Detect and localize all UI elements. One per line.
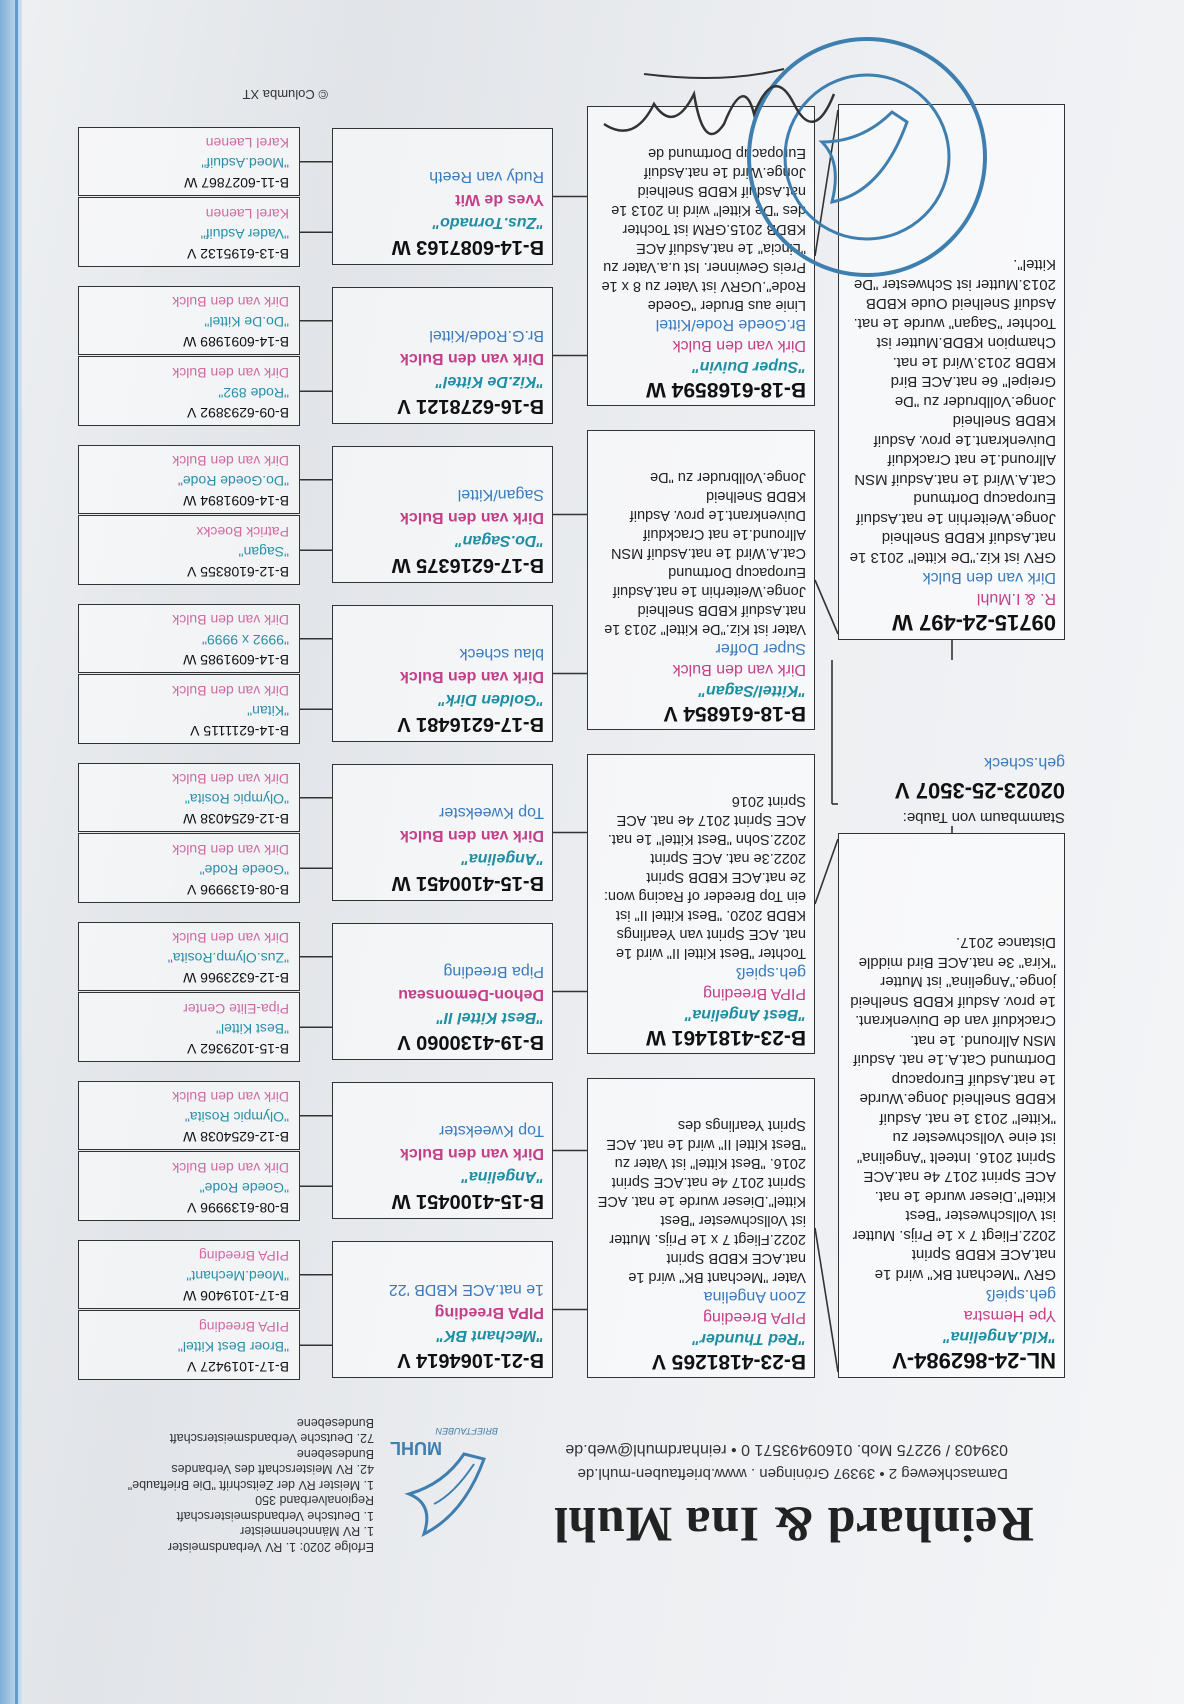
pigeon-note: Br.Goede Rode/Kittel (655, 316, 806, 333)
pedigree-card-gen4 (78, 198, 300, 268)
connector-line (815, 839, 838, 904)
achievement-item: Bundesebene (296, 1447, 374, 1461)
pigeon-ring: B-12-6323966 W (183, 970, 289, 987)
achievement-item: 1. Meister RV der Zeitschrift "Die Brieftaube" (127, 1478, 374, 1492)
pigeon-breeder: Dirk van den Bulck (172, 771, 289, 788)
pigeon-name: "9992 x 9999" (201, 632, 289, 649)
pigeon-note: 1e nat.ACE KBDB '22 (388, 1281, 544, 1298)
pigeon-name: "Moed.Mechant" (186, 1268, 289, 1285)
pigeon-ring: B-12-6254038 W (183, 1129, 289, 1146)
pigeon-ring: NL-24-862984-V (892, 1348, 1056, 1373)
pigeon-note: Pipa Breeding (443, 963, 544, 980)
pigeon-name: "Rode 892" (218, 385, 289, 401)
pigeon-ring: B-12-6254038 W (183, 811, 289, 828)
subject-color: geh.scheck (984, 754, 1065, 771)
pigeon-breeder: Dirk van den Bulck (399, 509, 544, 526)
pigeon-name: "Super Duivin" (692, 358, 806, 375)
pigeon-name: "Angelina" (461, 850, 544, 867)
pigeon-breeder: Dirk van den Bulck (172, 365, 289, 381)
pigeon-ring: B-14-6091985 W (183, 652, 289, 669)
pigeon-text: GRV ist Kiz."De Kittel" 2013 1e nat.Asduif KBDB Snelheid Jonge.Weiterhin 1e nat.Asduif Europacup Dortmund Cat.A.Wird 1e nat.Asduif MSN Allround.1e nat Crackduif Duivenkrant.1e prov. Asduif KBDB Snelheid Jonge.Vollbruder zu "De Greipel" 6e nat.ACE Bird KBDB 2013.Wird 1e nat. Champion KBDB.Mutter ist Tochter "Sagan" wurde 1e nat. Asduif Snelheid Oude KBDB 2013.Mutter ist Schwester "De Kittel". (849, 256, 1056, 566)
pedigree-card-gen3 (332, 605, 553, 742)
svg-text:MUHL: MUHL (390, 1438, 442, 1458)
subject-label: Stammbaum von Taube: (902, 809, 1065, 826)
pedigree-card-gen1 (838, 104, 1065, 640)
pigeon-breeder: Dirk van den Bulck (172, 683, 289, 699)
pigeon-note: geh.spieß (735, 964, 806, 981)
pedigree-card-gen2 (587, 106, 815, 406)
pigeon-name: "Best Kittel" (216, 1021, 289, 1037)
svg-text:BRIEFTAUBEN: BRIEFTAUBEN (435, 1426, 498, 1436)
pigeon-breeder: Dirk van den Bulck (399, 1145, 544, 1162)
pigeon-ring: B-23-4181461 W (646, 1026, 806, 1049)
pigeon-name: "Angelina" (461, 1168, 544, 1185)
pigeon-name: "Do.Sagan" (455, 532, 544, 549)
pigeon-breeder: Dirk van den Bulck (172, 930, 289, 947)
pigeon-note: blau scheck (459, 645, 544, 662)
pigeon-breeder: Dirk van den Bulck (172, 1089, 289, 1106)
pigeon-text: Vater ist Kiz."De Kittel" 2013 1e nat.Asduif KBDB Snelheid Jonge.Weiterhin 1e nat.Asduif Europacup Dortmund Cat.A.Wird 1e nat.Asduif MSN Allround.1e nat Crackduif Duivenkrant.1e prov. Asduif KBDB Snelheid Jonge.Vollbruder zu "De (604, 469, 806, 637)
pigeon-name: "Olympic Rosita" (184, 791, 289, 808)
pigeon-ring: 09715-24-497 W (892, 610, 1056, 635)
pigeon-name: "Best Kittel II" (436, 1009, 544, 1026)
pigeon-ring: B-17-1019427 V (187, 1359, 289, 1375)
pedigree-card-gen4 (78, 286, 300, 356)
pigeon-breeder: Dirk van den Bulck (172, 842, 289, 858)
pigeon-breeder: Dirk van den Bulck (672, 661, 806, 678)
pigeon-ring: B-08-6139996 V (187, 1200, 289, 1216)
pigeon-breeder: Dirk van den Bulck (172, 1160, 289, 1176)
pigeon-ring: B-15-1029362 V (187, 1041, 289, 1057)
pigeon-breeder: Dirk van den Bulck (399, 668, 544, 685)
pigeon-breeder: Ype Hemstra (963, 1307, 1056, 1324)
pedigree-card-gen2 (587, 754, 815, 1054)
pigeon-ring: B-13-6195132 V (187, 246, 289, 262)
pigeon-ring: B-17-6216375 W (391, 554, 544, 576)
pigeon-breeder: PIPA Breeding (198, 1248, 289, 1265)
achievement-item: Regionalverband 350 (255, 1493, 374, 1508)
pigeon-ring: B-08-6139996 V (187, 882, 289, 898)
pedigree-card-gen4 (78, 1152, 300, 1222)
pigeon-ring: B-14-6091894 W (183, 493, 289, 510)
pigeon-ring: B-17-6216481 V (397, 713, 544, 735)
pedigree-card-gen2 (587, 430, 815, 730)
pigeon-text: GRV "Mechant BK" wird 1e nat.ACE KBDB Sprint 2022.Fliegt 7 x 1e Prijs. Mutter ist Vollschwester "Best Kittel".Dieser wurde 1e nat. ACE Sprint 2017 4e nat.ACE Sprint 2016. Inteelt "Angelina" ist eine Vollschwester zu "Kittel" 2013 1e nat. Asduif KBDB Snelheid Jonge.Wurde 1e nat.Asduif Europacup Dortmund Cat.A.1e nat. Asduif MSN Allround. 1e nat. Crackduif van de Duivenkrant. 1e prov. Asduif KBDB Snelheid jonge."Angelina" ist Mutter "Kira" 3e nat.ACE Bird middle Distance 2017. (850, 934, 1056, 1283)
pigeon-name: "Do.Goede Rode" (177, 473, 289, 490)
pedigree-card-gen4 (78, 1311, 300, 1381)
breeder-title: Reinhard & Ina Muhl (553, 1497, 1034, 1553)
pedigree-card-gen2 (587, 1078, 815, 1378)
pigeon-name: "Kld.Angelina" (943, 1328, 1056, 1345)
pedigree-card-gen3 (332, 1082, 553, 1219)
pigeon-name: "Moed.Asduif" (201, 155, 289, 172)
pigeon-ring: B-14-6211115 V (190, 723, 289, 739)
pedigree-card-gen4 (78, 763, 300, 833)
achievement-item: 42. RV Meisterschaft des Verbandes (171, 1462, 374, 1477)
pedigree-card-gen3 (332, 764, 553, 901)
pedigree-card-gen3 (332, 446, 553, 583)
pigeon-breeder: PIPA Breeding (703, 985, 806, 1002)
pigeon-breeder: Dirk van den Bulck (172, 612, 289, 629)
pedigree-card-gen4 (78, 604, 300, 674)
pigeon-breeder: PIPA Breeding (703, 1309, 806, 1326)
pigeon-breeder: Yves de Wit (455, 191, 544, 208)
pigeon-breeder: Dirk van den Bulck (172, 294, 289, 311)
pigeon-breeder: R. & I.Muhl (976, 590, 1056, 607)
pigeon-breeder: Karel Laenen (205, 206, 289, 222)
pigeon-ring: B-14-6091989 W (183, 334, 289, 351)
pigeon-ring: B-09-6293892 V (187, 405, 289, 421)
pigeon-name: "Olympic Rosita" (184, 1109, 289, 1126)
pigeon-name: "Kiz.De Kittel" (435, 373, 544, 390)
pedigree-card-gen3 (332, 287, 553, 424)
pigeon-name: "Best Angelina" (684, 1006, 806, 1023)
achievement-item: 72. Deutsche Verbandsmeisterschaft (169, 1431, 374, 1446)
pigeon-name: "Mechant BK" (436, 1327, 544, 1344)
pigeon-note: Dirk van den Bulck (922, 569, 1056, 586)
pigeon-name: "Zus.Olymp.Rosita" (167, 950, 289, 967)
pigeon-breeder: PIPA Breeding (198, 1319, 289, 1335)
pigeon-note: geh.spieß (985, 1286, 1056, 1303)
pedigree-card-gen3 (332, 923, 553, 1060)
pigeon-breeder: Dirk van den Bulck (672, 337, 806, 354)
achievement-item: Bundesebene (296, 1416, 374, 1430)
pedigree-card-gen3 (332, 128, 553, 265)
pigeon-note: Top Kweekster (439, 804, 544, 821)
pigeon-ring: B-14-6087163 W (391, 236, 544, 258)
pedigree-card-gen4 (78, 675, 300, 745)
pedigree-card-gen1 (838, 833, 1065, 1378)
pigeon-name: "Vader Asduif" (200, 226, 289, 242)
pedigree-card-gen4 (78, 516, 300, 586)
pigeon-text: Vater "Mechant BK" wird 1e nat.ACE KBDB Sprint 2022.Fliegt 7 x 1e Prijs. Mutter ist Vollschwester "Best Kittel".Dieser wurde 1e nat. ACE Sprint 2017 4e nat.ACE Sprint 2016. "Best Kittel" ist Vater zu "Best Kittel II" wird 1e nat. ACE Sprint Yearlings des (597, 1117, 806, 1285)
pedigree-card-gen4 (78, 127, 300, 197)
pedigree-card-gen4 (78, 834, 300, 904)
pigeon-ring: B-16-6278121 V (397, 395, 544, 417)
pigeon-note: Zoon Angelina (703, 1288, 806, 1305)
connector-line (815, 580, 838, 634)
pigeon-breeder: Patrick Boeckx (196, 524, 289, 540)
pigeon-text: Tochter "Best Kittel II" wird 1e nat. ACE Sprint van Yearlings KBDB 2020. "Best Kittel II" ist ein Top Breeder of Racing won: 2e nat.ACE KBDB Sprint 2022.3e nat. ACE Sprint 2022.Sohn "Best Kittel" 1e nat. ACE Sprint 2017 4e nat. ACE Sprint 2016 (603, 793, 806, 961)
pigeon-breeder: PIPA Breeding (434, 1304, 544, 1321)
contact-line: 039403 / 92275 Mob. 01609493571 0 • reinhardmuhl@web.de (565, 1441, 1008, 1458)
subject-pigeon (835, 753, 1065, 826)
pigeon-text: Linie aus Bruder "Goede Rode".UGRV ist Vater zu 8 x 1e Preis Gewinner. Ist u.a.Vater zu "Lincia" 1e nat.Asduif ACE KBDB 2015.GRM ist Tochter des "De Kittel" wird in 2013 1e nat.Asduif KBDB Snelheid Jonge.Wird 1e nat.Asduif Europacup Dortmund de (601, 145, 806, 313)
pigeon-note: Super Doffer (715, 640, 806, 657)
pedigree-card-gen4 (78, 357, 300, 427)
pedigree-card-gen4 (78, 1081, 300, 1151)
pigeon-breeder: Dirk van den Bulck (399, 350, 544, 367)
pigeon-name: "Kittel/Sagan" (698, 682, 806, 699)
pedigree-card-gen3 (332, 1241, 553, 1378)
pigeon-ring: B-15-4100451 W (391, 872, 544, 894)
address-line: Damaschkeweg 2 • 39397 Gröningen . www.brieftauben-muhl.de (577, 1465, 1008, 1482)
pedigree-card-gen4 (78, 993, 300, 1063)
pigeon-breeder: Karel Laenen (205, 135, 289, 152)
pigeon-breeder: Dirk van den Bulck (172, 453, 289, 470)
achievement-item: Erfolge 2020: 1. RV Verbandsmeister (167, 1540, 374, 1554)
pedigree-card-gen4 (78, 445, 300, 515)
connector-line (815, 110, 838, 256)
pigeon-ring: B-19-4130060 V (397, 1031, 544, 1053)
achievement-item: 1. RV Männchenmeister (240, 1524, 374, 1539)
pigeon-name: "Goede Rode" (199, 862, 289, 878)
pedigree-card-gen4 (78, 922, 300, 992)
pigeon-name: "Zus.Tornado" (432, 214, 544, 231)
achievement-item: 1. Deutsche Verbandsmeisterschaft (176, 1509, 374, 1523)
pigeon-name: "Golden Dirk" (438, 691, 544, 708)
pigeon-name: "Sagan" (238, 544, 289, 560)
pigeon-note: Top Kweekster (439, 1122, 544, 1139)
pigeon-name: "Kitan" (247, 703, 289, 719)
pigeon-name: "Goede Rode" (199, 1180, 289, 1196)
pigeon-name: "Do.De Kittel" (204, 314, 289, 331)
pigeon-ring: B-18-6168594 W (646, 378, 806, 401)
pigeon-ring: B-23-4181265 V (651, 1350, 806, 1373)
pigeon-ring: B-15-4100451 W (391, 1190, 544, 1212)
pigeon-note: Br.G.Rode/Kittel (429, 327, 544, 344)
pigeon-breeder: Dehon-Demonseau (398, 986, 544, 1003)
pigeon-ring: B-17-1019406 W (183, 1288, 289, 1305)
pigeon-ring: B-21-1064614 V (397, 1349, 544, 1371)
pigeon-name: "Red Thunder" (692, 1330, 806, 1347)
pigeon-breeder: Dirk van den Bulck (399, 827, 544, 844)
pigeon-note: Rudy van Reeth (429, 168, 544, 185)
pigeon-breeder: Pipa-Elite Center (183, 1001, 289, 1017)
pedigree-card-gen4 (78, 1240, 300, 1310)
pigeon-note: Sagan/Kittel (457, 486, 544, 503)
connector-line (815, 1228, 838, 1372)
pigeon-ring: B-11-6027867 W (184, 175, 289, 192)
subject-ring: 02023-25-3507 V (894, 778, 1065, 803)
pigeon-ring: B-18-616854 V (663, 702, 806, 725)
software-credit: © Columba XT (242, 87, 328, 102)
pigeon-name: "Broer Best Kittel" (177, 1339, 289, 1355)
pigeon-ring: B-12-6108355 V (187, 564, 289, 580)
